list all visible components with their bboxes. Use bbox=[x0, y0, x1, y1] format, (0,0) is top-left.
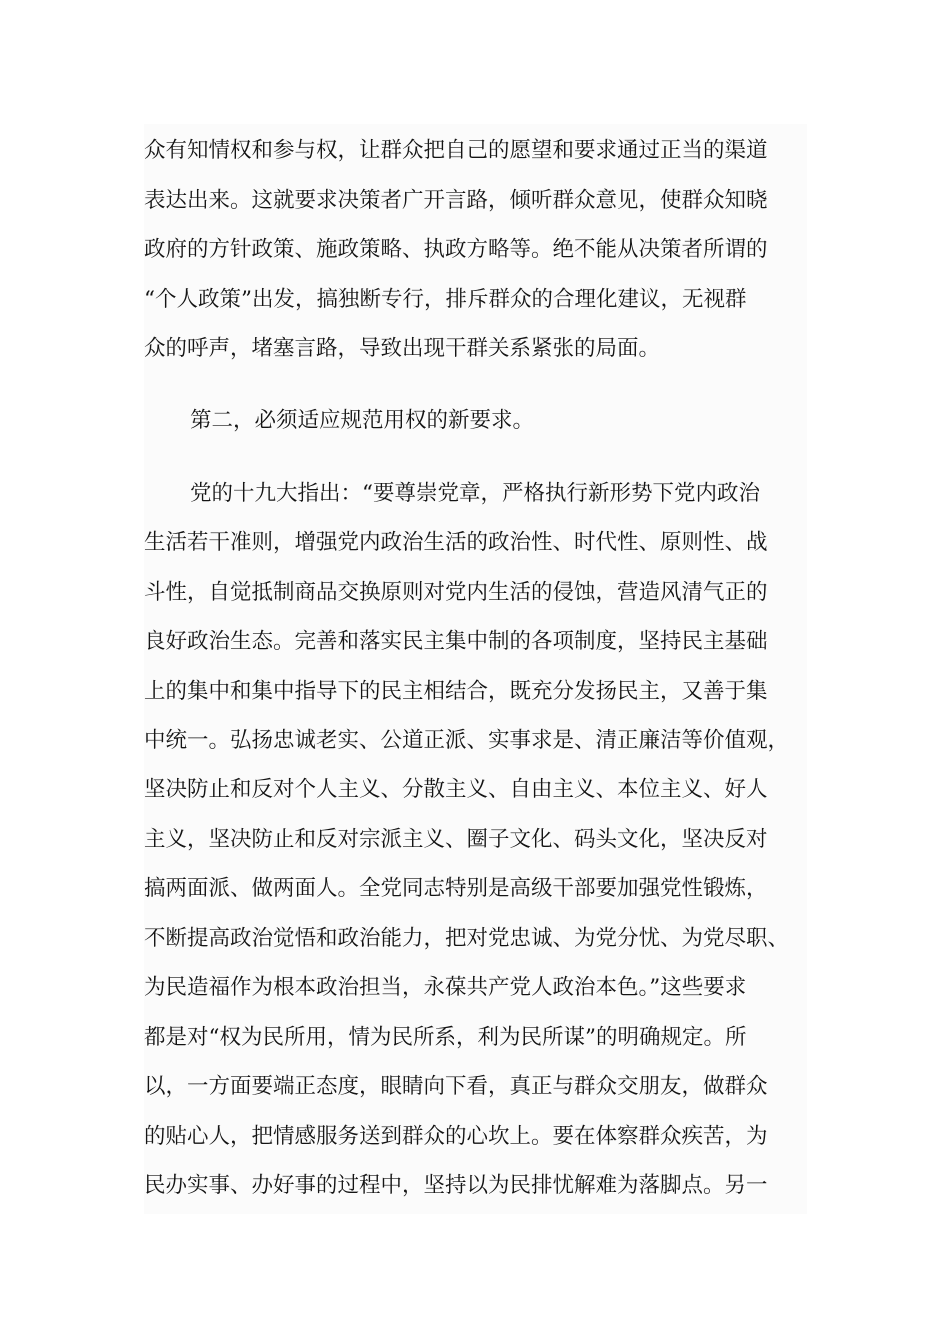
text-line: 表达出来。这就要求决策者广开言路，倾听群众意见，使群众知晓 bbox=[144, 188, 768, 213]
text-line: 坚决防止和反对个人主义、分散主义、自由主义、本位主义、好人 bbox=[144, 777, 768, 802]
text-line: 众有知情权和参与权，让群众把自己的愿望和要求通过正当的渠道 bbox=[144, 138, 768, 163]
text-line: 不断提高政治觉悟和政治能力，把对党忠诚、为党分忧、为党尽职、 bbox=[144, 926, 790, 951]
text-line: 民办实事、办好事的过程中，坚持以为民排忧解难为落脚点。另一 bbox=[144, 1173, 768, 1198]
text-line: 生活若干准则，增强党内政治生活的政治性、时代性、原则性、战 bbox=[144, 530, 768, 555]
text-line: 以，一方面要端正态度，眼睛向下看，真正与群众交朋友，做群众 bbox=[144, 1074, 768, 1099]
text-line: 主义，坚决防止和反对宗派主义、圈子文化、码头文化，坚决反对 bbox=[144, 827, 768, 852]
section-heading: 第二，必须适应规范用权的新要求。 bbox=[190, 408, 535, 433]
text-line: 斗性，自觉抵制商品交换原则对党内生活的侵蚀，营造风清气正的 bbox=[144, 580, 768, 605]
document-body bbox=[144, 124, 807, 1214]
text-line: “个人政策”出发，搞独断专行，排斥群众的合理化建议，无视群 bbox=[144, 287, 747, 312]
text-line: 都是对“权为民所用，情为民所系，利为民所谋”的明确规定。所 bbox=[144, 1025, 747, 1050]
text-line: 中统一。弘扬忠诚老实、公道正派、实事求是、清正廉洁等价值观， bbox=[144, 728, 790, 753]
text-line: 为民造福作为根本政治担当，永葆共产党人政治本色。”这些要求 bbox=[144, 975, 747, 1000]
text-line: 众的呼声，堵塞言路，导致出现干群关系紧张的局面。 bbox=[144, 336, 661, 361]
text-line: 的贴心人，把情感服务送到群众的心坎上。要在体察群众疾苦，为 bbox=[144, 1124, 768, 1149]
text-line: 政府的方针政策、施政策略、执政方略等。绝不能从决策者所谓的 bbox=[144, 237, 768, 262]
text-line: 党的十九大指出：“要尊崇党章，严格执行新形势下党内政治 bbox=[190, 481, 760, 506]
text-line: 搞两面派、做两面人。全党同志特别是高级干部要加强党性锻炼， bbox=[144, 876, 768, 901]
text-line: 上的集中和集中指导下的民主相结合，既充分发扬民主，又善于集 bbox=[144, 679, 768, 704]
text-line: 良好政治生态。完善和落实民主集中制的各项制度，坚持民主基础 bbox=[144, 629, 768, 654]
